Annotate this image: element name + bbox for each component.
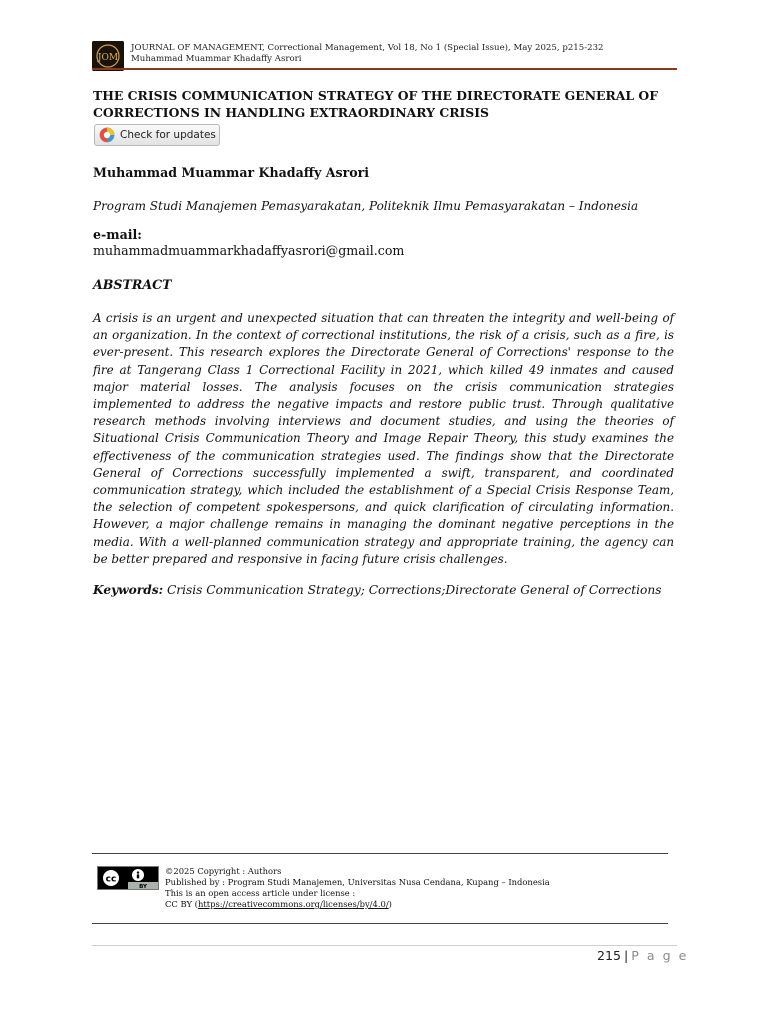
running-author: Muhammad Muammar Khadaffy Asrori: [131, 54, 302, 64]
abstract-heading: ABSTRACT: [93, 277, 172, 292]
license-prefix: CC BY (: [165, 899, 198, 909]
cc-license-badge[interactable]: [97, 866, 159, 890]
journal-citation: JOURNAL OF MANAGEMENT, Correctional Management, Vol 18, No 1 (Special Issue), May 2025, p215-232: [131, 43, 604, 53]
journal-logo: [92, 41, 124, 71]
publisher-line: Published by : Program Studi Manajemen, Universitas Nusa Cendana, Kupang – Indonesia: [165, 877, 550, 887]
header-divider: [92, 68, 677, 70]
author-email[interactable]: muhammadmuammarkhadaffyasrori@gmail.com: [93, 243, 405, 258]
open-access-line: This is an open access article under license :: [165, 888, 356, 898]
page-number: [597, 948, 688, 963]
footer-divider-bottom: [92, 923, 668, 924]
check-for-updates-button[interactable]: [94, 124, 220, 146]
keywords: [93, 583, 693, 597]
page-separator: |: [624, 948, 629, 963]
keywords-label: Keywords:: [93, 583, 164, 597]
email-label: e-mail:: [93, 227, 142, 242]
article-title: THE CRISIS COMMUNICATION STRATEGY OF THE DIRECTORATE GENERAL OF CORRECTIONS IN HANDLING EXTRAORDINARY CRISIS: [93, 88, 658, 120]
keywords-list: Crisis Communication Strategy; Corrections;Directorate General of Corrections: [166, 583, 662, 597]
author-name: Muhammad Muammar Khadaffy Asrori: [93, 165, 370, 180]
journal-logo-text: JOM: [97, 53, 119, 63]
copyright-line: ©2025 Copyright : Authors: [165, 866, 282, 876]
crossmark-icon: [99, 127, 115, 143]
svg-text:cc: cc: [105, 874, 117, 885]
page-word: P a g e: [631, 948, 689, 963]
license-suffix: ): [388, 899, 392, 909]
cc-badge-by-text: BY: [139, 884, 147, 889]
check-for-updates-label: Check for updates: [120, 129, 216, 141]
author-affiliation: Program Studi Manajemen Pemasyarakatan, Politeknik Ilmu Pemasyarakatan – Indonesia: [93, 199, 639, 213]
page-number-value: 215: [597, 948, 622, 963]
page-footer-rule: [92, 945, 677, 946]
license-link[interactable]: https://creativecommons.org/licenses/by/4.0/: [197, 899, 389, 909]
license-line: [165, 899, 392, 910]
footer-divider-top: [92, 853, 668, 854]
abstract-body: A crisis is an urgent and unexpected situation that can threaten the integrity and well-being of an organization. In the context of correctional institutions, the risk of a crisis, such as a fire, is ever-present. This research explores the Directorate General of Corrections' response to the fire at Tangerang Class 1 Correctional Facility in 2021, which killed 49 inmates and caused major material losses. The analysis focuses on the crisis communication strategies implemented to address the negative impacts and restore public trust. Through qualitative research methods involving interviews and document studies, and using the theories of Situational Crisis Communication Theory and Image Repair Theory, this study examines the effectiveness of the communication strategies used. The findings show that the Directorate General of Corrections successfully implemented a swift, transparent, and coordinated communication strategy, which included the establishment of a Special Crisis Response Team, the selection of competent spokespersons, and quick clarification of circulating information. However, a major challenge remains in managing the dominant negative perceptions in the media. With a well-planned communication strategy and appropriate training, the agency can be better prepared and responsive in facing future crisis challenges.: [93, 311, 674, 566]
